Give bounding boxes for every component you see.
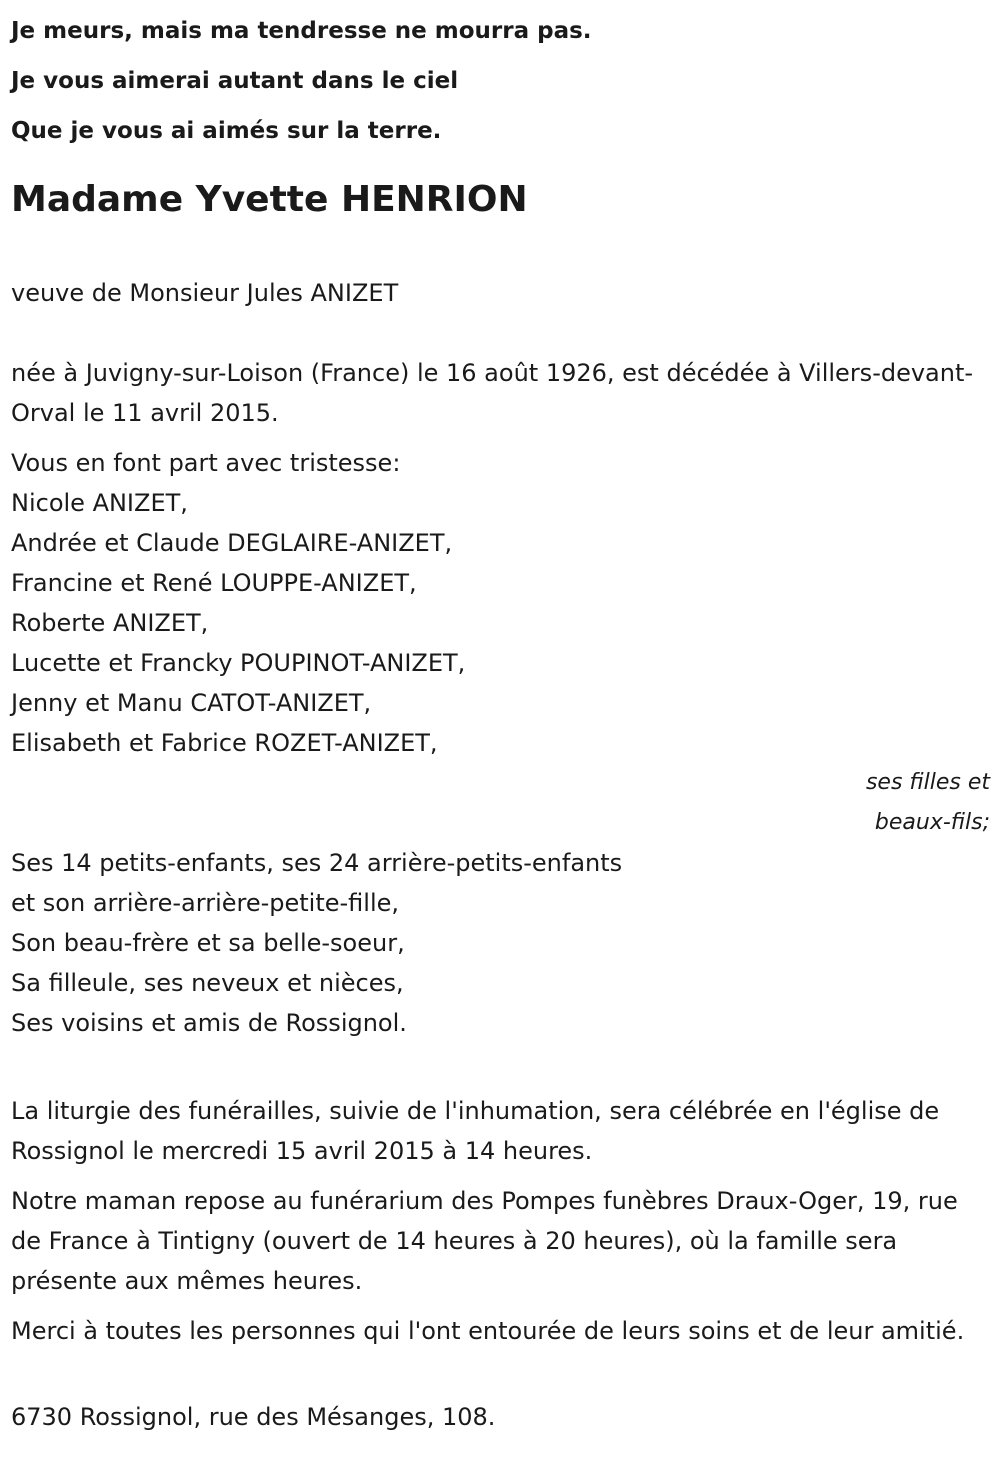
role-line: ses filles et xyxy=(865,770,990,795)
funeral-info: La liturgie des funérailles, suivie de l'inhumation, sera célébrée en l'église de Rossignol le mercredi 15 avril 2015 à 14 heures. xyxy=(11,1097,940,1165)
address: 6730 Rossignol, rue des Mésanges, 108. xyxy=(11,1403,496,1431)
list-item: et son arrière-arrière-petite-fille, xyxy=(11,889,400,917)
deceased-name: Madame Yvette HENRION xyxy=(11,179,528,220)
family-list xyxy=(11,843,990,1043)
list-item: Andrée et Claude DEGLAIRE-ANIZET, xyxy=(11,529,453,557)
list-item: Ses voisins et amis de Rossignol. xyxy=(11,1009,407,1037)
list-item: Lucette et Francky POUPINOT-ANIZET, xyxy=(11,649,466,677)
thanks-text: Merci à toutes les personnes qui l'ont entourée de leurs soins et de leur amitié. xyxy=(11,1317,965,1345)
daughters-role xyxy=(11,763,990,843)
announce-intro: Vous en font part avec tristesse: xyxy=(11,449,401,477)
list-item: Jenny et Manu CATOT-ANIZET, xyxy=(11,689,372,717)
list-item: Ses 14 petits-enfants, ses 24 arrière-petits-enfants xyxy=(11,849,623,877)
list-item: Roberte ANIZET, xyxy=(11,609,209,637)
daughters-list xyxy=(11,483,990,763)
poem-line: Je vous aimerai autant dans le ciel xyxy=(11,68,459,94)
funerarium-info: Notre maman repose au funérarium des Pompes funèbres Draux-Oger, 19, rue de France à Tintigny (ouvert de 14 heures à 20 heures), où la famille sera présente aux mêmes heures. xyxy=(11,1187,958,1295)
list-item: Sa filleule, ses neveux et nièces, xyxy=(11,969,404,997)
list-item: Francine et René LOUPPE-ANIZET, xyxy=(11,569,417,597)
role-line: beaux-fils; xyxy=(874,810,990,835)
birth-death-info: née à Juvigny-sur-Loison (France) le 16 août 1926, est décédée à Villers-devant-Orval le 11 avril 2015. xyxy=(11,359,974,427)
list-item: Elisabeth et Fabrice ROZET-ANIZET, xyxy=(11,729,438,757)
poem xyxy=(11,6,990,156)
list-item: Nicole ANIZET, xyxy=(11,489,188,517)
poem-line: Que je vous ai aimés sur la terre. xyxy=(11,118,442,144)
list-item: Son beau-frère et sa belle-soeur, xyxy=(11,929,405,957)
widow-of: veuve de Monsieur Jules ANIZET xyxy=(11,279,399,307)
poem-line: Je meurs, mais ma tendresse ne mourra pas. xyxy=(11,18,592,44)
